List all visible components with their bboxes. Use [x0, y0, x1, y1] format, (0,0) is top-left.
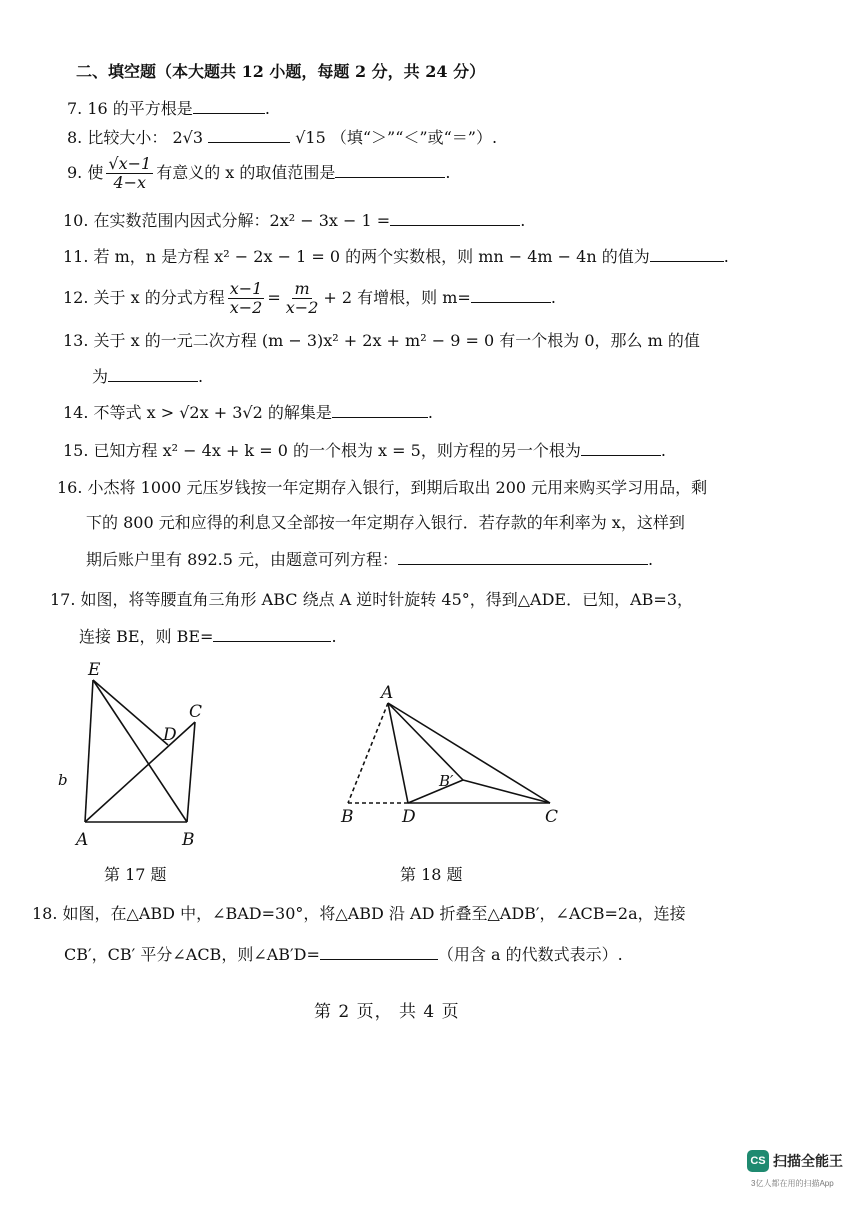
- segment-AC: [388, 703, 550, 803]
- q9-answer-blank[interactable]: [335, 162, 445, 178]
- stray-mark: b: [58, 771, 68, 789]
- label-A: A: [76, 830, 89, 850]
- q8-instruction: （填“＞”“＜”或“＝”）.: [330, 128, 498, 147]
- q15-answer-blank[interactable]: [581, 440, 661, 456]
- question-16-line-2: 下的 800 元和应得的利息又全部按一年定期存入银行．若存款的年利率为 x，这样到: [86, 513, 685, 532]
- camscanner-tagline: 3亿人都在用的扫描App: [751, 1179, 834, 1188]
- q10-text: 在实数范围内因式分解：2x² − 3x − 1 =: [93, 211, 391, 230]
- q8-right-value: √15: [295, 128, 326, 147]
- segment-B-prime-C: [463, 780, 550, 803]
- label-D: D: [402, 807, 416, 827]
- q14-number: 14.: [63, 403, 89, 422]
- q13-answer-blank[interactable]: [108, 366, 198, 382]
- question-17-line-2: 连接 BE，则 BE= .: [79, 627, 337, 646]
- question-7: 7. 16 的平方根是 .: [67, 99, 270, 118]
- q12-answer-blank[interactable]: [471, 287, 551, 303]
- label-B-prime: B′: [439, 772, 454, 790]
- question-15: 15. 已知方程 x² − 4x + k = 0 的一个根为 x = 5，则方程的另一个根为 .: [63, 441, 666, 460]
- q8-prefix: 比较大小：: [87, 128, 168, 147]
- label-C: C: [545, 807, 559, 827]
- q16-line-1: 小杰将 1000 元压岁钱按一年定期存入银行，到期后取出 200 元用来购买学习用品，剩: [87, 478, 708, 497]
- q9-fraction: $\frac{√x-1}{4-x}$: [108, 154, 152, 192]
- q11-answer-blank[interactable]: [650, 246, 724, 262]
- q13-number: 13.: [63, 331, 89, 350]
- figure-17: [50, 655, 230, 855]
- segment-AD: [388, 703, 408, 803]
- q10-answer-blank[interactable]: [390, 210, 520, 226]
- q7-number: 7.: [67, 99, 83, 118]
- question-18-line-2: CB′，CB′ 平分∠ACB，则∠AB′D= （用含 a 的代数式表示）.: [64, 945, 623, 964]
- label-B: B: [182, 830, 195, 850]
- camscanner-logo: CS: [747, 1150, 769, 1172]
- segment-AC: [85, 722, 195, 822]
- question-12: 12. 关于 x 的分式方程 $\frac{x-1}{x-2}$ = $\frac{m}{x-2}$ + 2 有增根，则 m= .: [63, 279, 556, 317]
- label-C: C: [189, 702, 203, 722]
- q18-line-1: 如图，在△ABD 中，∠BAD=30°，将△ABD 沿 AD 折叠至△ADB′，∠ACB=2a，连接: [62, 904, 686, 923]
- section-title: 二、填空题（本大题共 12 小题，每题 2 分，共 24 分）: [76, 62, 486, 81]
- label-E: E: [88, 660, 101, 680]
- q15-text: 已知方程 x² − 4x + k = 0 的一个根为 x = 5，则方程的另一个根为: [93, 441, 581, 460]
- q18-number: 18.: [32, 904, 58, 923]
- question-17: [50, 590, 693, 610]
- segment-EB: [93, 680, 187, 822]
- question-16: [57, 478, 707, 498]
- q8-answer-blank[interactable]: [208, 127, 290, 143]
- q14-answer-blank[interactable]: [332, 402, 428, 418]
- camscanner-name: 扫描全能王: [773, 1153, 843, 1169]
- q12-number: 12.: [63, 288, 89, 307]
- question-16-line-3: 期后账户里有 892.5 元，由题意可列方程： .: [86, 550, 654, 569]
- q9-text: 有意义的 x 的取值范围是: [156, 163, 336, 182]
- label-D: D: [163, 725, 177, 745]
- q11-text: 若 m，n 是方程 x² − 2x − 1 = 0 的两个实数根，则 mn − 4m − 4n 的值为: [93, 247, 650, 266]
- figure-17-caption: 第 17 题: [104, 865, 167, 884]
- question-13-continued: 为 .: [92, 367, 204, 386]
- figure-18-caption: 第 18 题: [400, 865, 463, 884]
- segment-BC: [187, 722, 195, 822]
- q16-number: 16.: [57, 478, 83, 497]
- q17-number: 17.: [50, 590, 76, 609]
- q14-text: 不等式 x > √2x + 3√2 的解集是: [93, 403, 332, 422]
- q17-line-1: 如图，将等腰直角三角形 ABC 绕点 A 逆时针旋转 45°，得到△ADE．已知，AB=3，: [80, 590, 694, 609]
- label-B: B: [341, 807, 354, 827]
- q11-number: 11.: [63, 247, 89, 266]
- q10-number: 10.: [63, 211, 89, 230]
- question-14: 14. 不等式 x > √2x + 3√2 的解集是 .: [63, 403, 433, 422]
- question-8: [67, 127, 497, 148]
- question-18: [32, 904, 686, 924]
- q15-number: 15.: [63, 441, 89, 460]
- q13-text: 关于 x 的一元二次方程 (m − 3)x² + 2x + m² − 9 = 0 有一个根为 0，那么 m 的值: [93, 331, 700, 350]
- q7-text: 16 的平方根是: [87, 99, 193, 118]
- segment-AB-dashed: [348, 703, 388, 803]
- q17-answer-blank[interactable]: [213, 626, 331, 642]
- question-9: 9. 使 $\frac{√x-1}{4-x}$ 有意义的 x 的取值范围是 .: [67, 154, 451, 192]
- label-A: A: [381, 683, 394, 703]
- q8-number: 8.: [67, 128, 83, 147]
- q18-answer-blank[interactable]: [320, 944, 438, 960]
- segment-AE: [85, 680, 93, 822]
- q12-fraction-right: $\frac{m}{x-2}$: [285, 279, 319, 317]
- page-footer: 第 2 页， 共 4 页: [314, 1002, 460, 1022]
- question-11: 11. 若 m，n 是方程 x² − 2x − 1 = 0 的两个实数根，则 mn − 4m − 4n 的值为 .: [63, 247, 729, 266]
- figure-18: [335, 680, 575, 830]
- q8-left-value: 2√3: [172, 128, 204, 147]
- question-10: 10. 在实数范围内因式分解：2x² − 3x − 1 = .: [63, 211, 526, 230]
- q7-answer-blank[interactable]: [193, 98, 265, 114]
- q9-number: 9.: [67, 163, 83, 182]
- segment-DB-prime: [408, 780, 463, 803]
- question-13: [63, 331, 700, 351]
- q12-fraction-left: $\frac{x-1}{x-2}$: [229, 279, 263, 317]
- q16-answer-blank[interactable]: [398, 549, 648, 565]
